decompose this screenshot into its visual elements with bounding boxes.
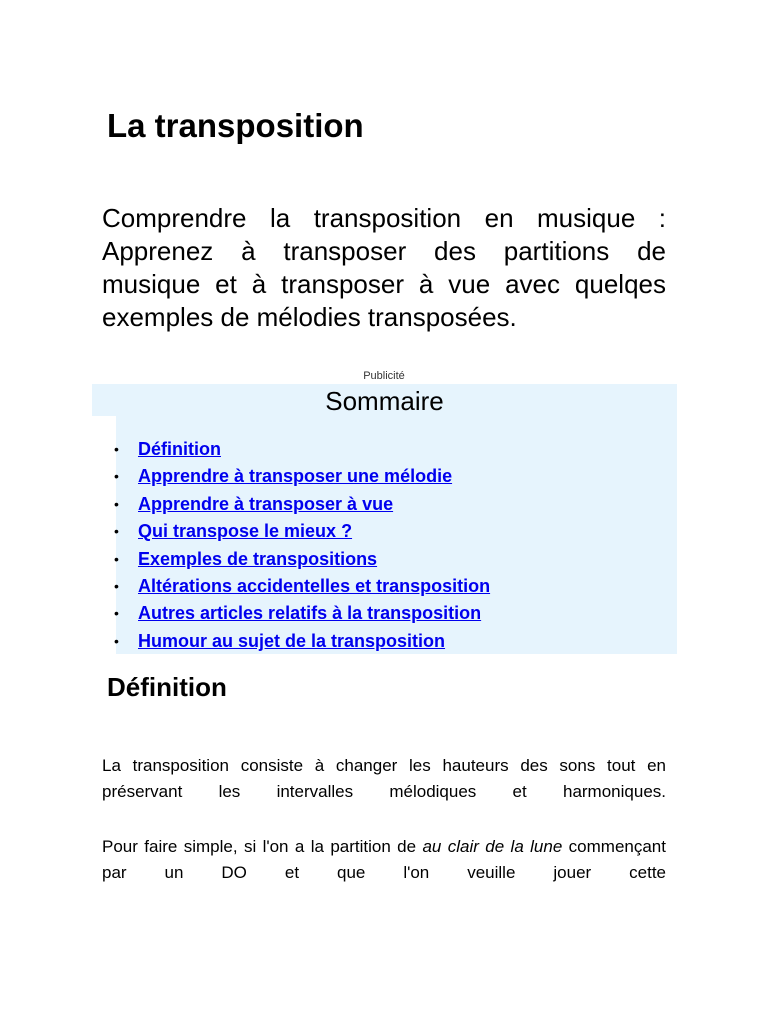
toc-item	[114, 436, 490, 463]
example-paragraph	[102, 834, 666, 886]
example-text-end: commençant par un DO et que l'on veuille jouer cette	[102, 837, 666, 882]
toc-item	[114, 463, 490, 490]
toc-link-humour[interactable]: Humour au sujet de la transposition	[138, 630, 446, 651]
song-title: au clair de la lune	[422, 837, 563, 856]
intro-paragraph: Comprendre la transposition en musique : Apprenez à transposer des partitions de musique et à transposer à vue avec quelqes exemples de mélodies transposées.	[102, 203, 666, 332]
bullet-icon: •	[114, 495, 119, 512]
toc-link-qui-transpose[interactable]: Qui transpose le mieux ?	[138, 521, 353, 542]
toc-link-transposer-melodie[interactable]: Apprendre à transposer une mélodie	[138, 466, 453, 487]
toc-item	[114, 491, 490, 518]
toc-notch	[92, 416, 116, 654]
toc-link-autres-articles[interactable]: Autres articles relatifs à la transposition	[138, 603, 482, 624]
definition-paragraph: La transposition consiste à changer les hauteurs des sons tout en préservant les intervalles mélodiques et harmoniques.	[102, 756, 666, 801]
toc-link-exemples[interactable]: Exemples de transpositions	[138, 548, 378, 569]
ad-label: Publicité	[363, 370, 405, 382]
bullet-icon: •	[114, 523, 119, 540]
toc-item	[114, 573, 491, 600]
toc-link-definition[interactable]: Définition	[138, 439, 221, 459]
toc-link-transposer-vue[interactable]: Apprendre à transposer à vue	[138, 493, 394, 514]
table-of-contents	[92, 384, 677, 654]
bullet-icon: •	[114, 577, 119, 594]
toc-list	[114, 436, 491, 655]
toc-item	[114, 628, 490, 655]
bullet-icon: •	[114, 550, 119, 567]
example-text-start: Pour faire simple, si l'on a la partition de	[102, 837, 423, 856]
page-title: La transposition	[107, 107, 364, 144]
toc-title: Sommaire	[325, 386, 444, 416]
toc-link-alterations[interactable]: Altérations accidentelles et transposition	[138, 575, 491, 596]
bullet-icon: •	[114, 441, 119, 457]
toc-item	[114, 546, 490, 573]
bullet-icon: •	[114, 468, 119, 485]
toc-item	[114, 600, 490, 627]
toc-item	[114, 518, 490, 545]
section-title-definition: Définition	[107, 672, 227, 702]
bullet-icon: •	[114, 605, 119, 622]
bullet-icon: •	[114, 632, 119, 649]
